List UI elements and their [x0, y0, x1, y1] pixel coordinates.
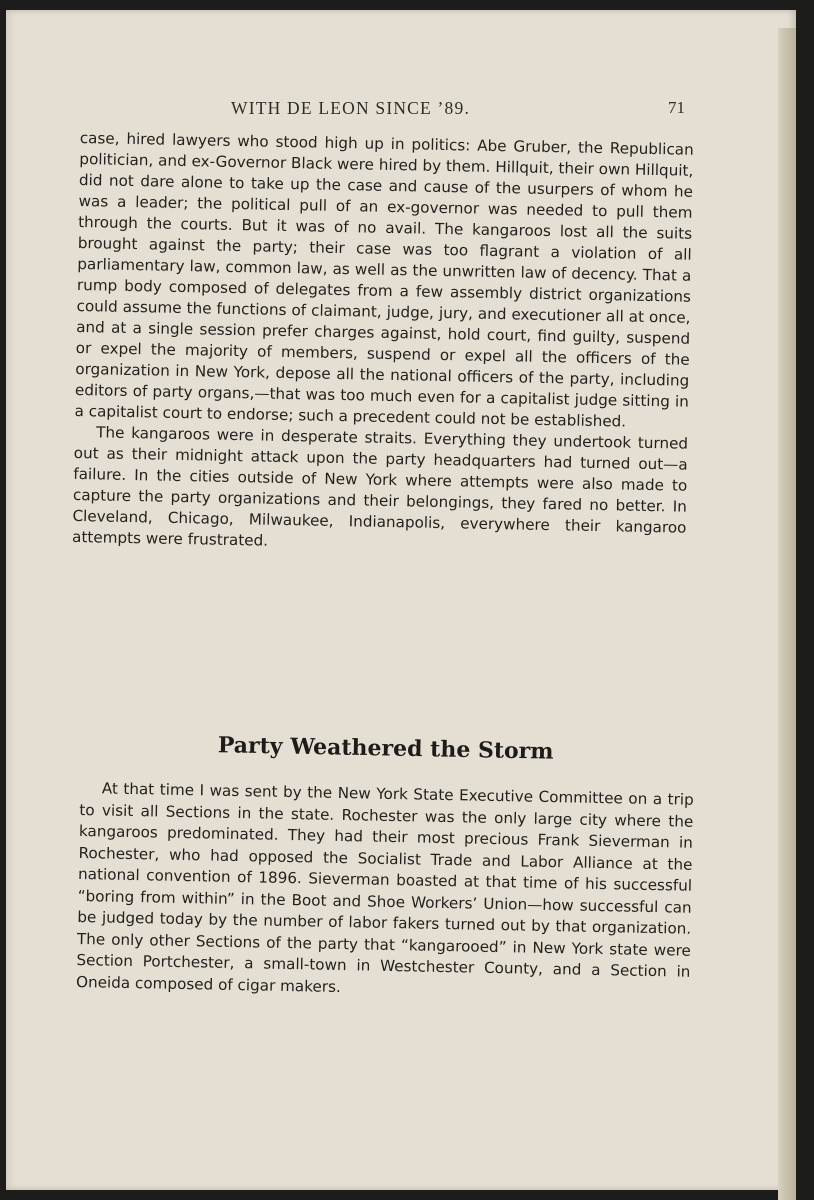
paragraph-kangaroos: The kangaroos were in desperate straits. Everything they undertook turned out as their midnight attack upon the party headquarters had turned out—a failure. In the cities outside of New York where attempts were also made to capture the party organizations and their belongings, they fared no better. In Cleveland, Chicago, Milwaukee, Indianapolis, everywhere their kangaroo attempts were frustrated.: [71, 423, 689, 550]
page-edge: [778, 28, 796, 1200]
paragraph-section: At that time I was sent by the New York State Executive Committee on a trip to visit all Sections in the state. Rochester was the only large city where the kangaroos predominated. They had their most precious Frank Sieverman in Rochester, who had opposed the Socialist Trade and Labor Alliance at the national convention of 1896. Sieverman boasted at that time of his successful “boring from within” in the Boot and Shoe Workers’ Union—how successful can be judged today by the number of labor fakers turned out by that organization. The only other Sections of the party that “kangarooed” in New York state were Section Portchester, a small-town in Westchester County, and a Section in Oneida composed of cigar makers.: [75, 779, 694, 996]
page-number: 71: [668, 98, 685, 117]
body-text-top: [72, 128, 694, 560]
section-heading: Party Weathered the Storm: [217, 732, 554, 765]
body-text-bottom: [76, 778, 694, 1005]
paragraph-continued: case, hired lawyers who stood high up in politics: Abe Gruber, the Republican politician, and ex-Governor Black were hired by them. Hillquit, their own Hillquit, did not dare alone to take up the case and cause of the usurpers of whom he was a leader; the political pull of an ex-governor was needed to pull them through the courts. But it was of no avail. The kangaroos lost all the suits brought against the party; their case was too flagrant a violation of all parliamentary law, common law, as well as the unwritten law of decency. That a rump body composed of delegates from a few assembly district organizations could assume the functions of claimant, judge, jury, and executioner all at once, and at a single session prefer charges against, hold court, find guilty, suspend or expel the majority of members, suspend or expel all the officers of the organization in New York, depose all the national officers of the party, including editors of party organs,—that was too much even for a capitalist judge sitting in a capitalist court to endorse; such a precedent could not be established.: [74, 128, 694, 431]
running-head: WITH DE LEON SINCE ’89.: [231, 98, 471, 118]
book-page: [6, 10, 796, 1190]
